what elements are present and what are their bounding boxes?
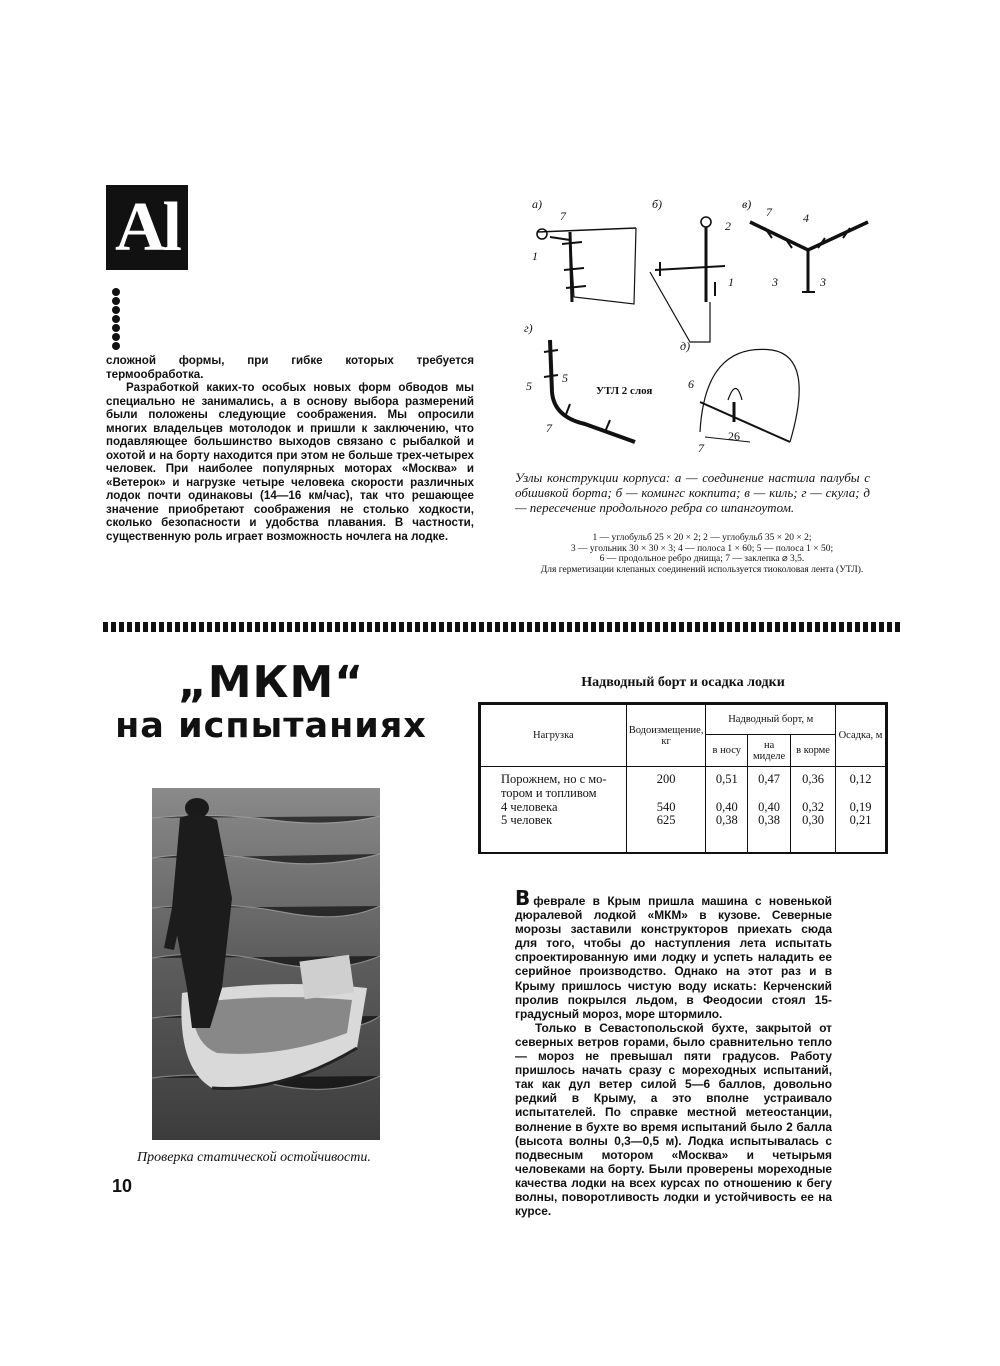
label-d: д) xyxy=(680,339,691,353)
label-5b: 5 xyxy=(562,371,568,385)
header-mid: на миделе xyxy=(748,735,791,767)
diagram-caption: Узлы конструкции корпуса: а — соединение настила палубы с обшивкой борта; б — комингс кокпита; в — киль; г — скула; д — пересечение продольного ребра со шпангоутом. xyxy=(515,470,870,515)
label-7v: 7 xyxy=(766,205,772,219)
legend-line: 6 — продольное ребро днища; 7 — заклепка ⌀ 3,5. xyxy=(599,554,805,565)
cell-displacement: 200 540 625 xyxy=(626,767,706,853)
legend-line: 1 — углобульб 25 × 20 × 2; 2 — углобульб 35 × 20 × 2; xyxy=(592,533,812,543)
article-body xyxy=(515,886,832,1219)
headline-line-1: „МКМ“ xyxy=(177,657,365,708)
dimension-26: 26 xyxy=(728,429,740,443)
label-4: 4 xyxy=(803,211,809,225)
bullet-dots-decoration xyxy=(112,288,120,351)
intro-text xyxy=(106,354,474,543)
label-b: б) xyxy=(652,197,663,211)
header-freeboard: Надводный борт, м xyxy=(706,705,836,735)
cell-bow: 0,51 0,40 0,38 xyxy=(706,767,748,853)
header-draft: Осадка, м xyxy=(836,705,886,767)
label-3b: 3 xyxy=(820,275,826,289)
paragraph: Только в Севастопольской бухте, закрытой от северных ветров горами, было сравнительно тепло — мороз не превышал пяти градусов. Работу пришлось начать сразу с мореходных испытаний, так как дул ветер силой 5—6 баллов, довольно редкий в Крыму, а это вполне устраивало испытателей. По справке местной метеостанции, волнение в бухте во время испытаний было 2 балла (высота волны 0,3—0,5 м). Лодка испытывалась с подвесным мотором «Москва» и четырьмя человеками на борту. Были проверены мореходные качества лодки на всех курсах по отношению к бегу волны, поворотливость лодки и устойчивость ее на курсе. xyxy=(515,1020,832,1219)
cell-mid: 0,47 0,40 0,38 xyxy=(748,767,791,853)
paragraph: Разработкой каких-то особых новых форм обводов мы специально не занимались, а в основу выбора размерений были положены следующие соображения. Мы опросили многих владельцев мотолодок и пришли к заключению, что подавляющее большинство выходов связано с рыбалкой и охотой и на борту находится при этом не больше трех-четырех человек. При наиболее популярных моторах «Москва» и «Ветерок» и нагрузке четыре человека скорости различных лодок почти одинаковы (14—16 км/час), так что решающее значение приобретают соображения не столько ходкости, сколько безопасности и удобства плавания. В частности, существенную роль играет возможность ночлега на лодке. xyxy=(106,381,474,543)
header-displacement: Водоизмещение, кг xyxy=(626,705,706,767)
legend-line: Для герметизации клепаных соединений используется тиоколовая лента (УТЛ). xyxy=(540,564,864,575)
label-5: 5 xyxy=(526,379,532,393)
section-logo: Al xyxy=(106,185,188,270)
label-g: г) xyxy=(524,321,533,335)
cell-draft: 0,12 0,19 0,21 xyxy=(836,767,886,853)
page-number: 10 xyxy=(112,1176,133,1196)
label-1b: 1 xyxy=(728,275,734,289)
diagram-legend xyxy=(536,533,868,575)
label-7: 7 xyxy=(560,209,566,223)
label-3: 3 xyxy=(772,275,778,289)
cell-load: Порожнем, но с мо- тором и топливом 4 человека 5 человек xyxy=(481,767,627,853)
freeboard-table xyxy=(478,702,888,854)
article-headline xyxy=(106,657,436,746)
header-stern: в корме xyxy=(791,735,836,767)
table-title: Надводный борт и осадка лодки xyxy=(581,675,785,690)
headline-line-2: на испытаниях xyxy=(115,706,427,746)
cell-stern: 0,36 0,32 0,30 xyxy=(791,767,836,853)
header-load: Нагрузка xyxy=(481,705,627,767)
label-2: 2 xyxy=(725,219,731,233)
label-7d: 7 xyxy=(698,441,704,455)
label-6: 6 xyxy=(688,377,694,391)
drop-cap: В xyxy=(515,886,531,910)
photo-caption: Проверка статической остойчивости. xyxy=(137,1150,371,1165)
label-a: а) xyxy=(532,197,542,211)
legend-line: 3 — угольник 30 × 30 × 3; 4 — полоса 1 × 60; 5 — полоса 1 × 50; xyxy=(570,543,834,554)
table-row xyxy=(481,767,886,853)
hull-joints-diagram xyxy=(510,192,880,460)
header-bow: в носу xyxy=(706,735,748,767)
paragraph: сложной формы, при гибке которых требуется термообработка. xyxy=(106,354,474,381)
label-1: 1 xyxy=(532,249,538,263)
label-7g: 7 xyxy=(546,421,552,435)
label-v: в) xyxy=(742,197,752,211)
label-utl: УТЛ 2 слоя xyxy=(596,385,653,397)
boat-photo xyxy=(152,788,380,1140)
paragraph: Вфеврале в Крым пришла машина с новенькой дюралевой лодкой «МКМ» в кузове. Северные морозы заставили конструкторов приехать сюда для того, чтобы до наступления лета испытать спроектированную ими лодку и успеть наладить ее серийное производство. Однако на этот раз и в Крыму пришлось чистую воду искать: Керченский пролив покрылся льдом, в Феодосии стоял 15-градусный мороз, море штормило. xyxy=(515,886,832,1021)
section-divider xyxy=(103,622,903,632)
